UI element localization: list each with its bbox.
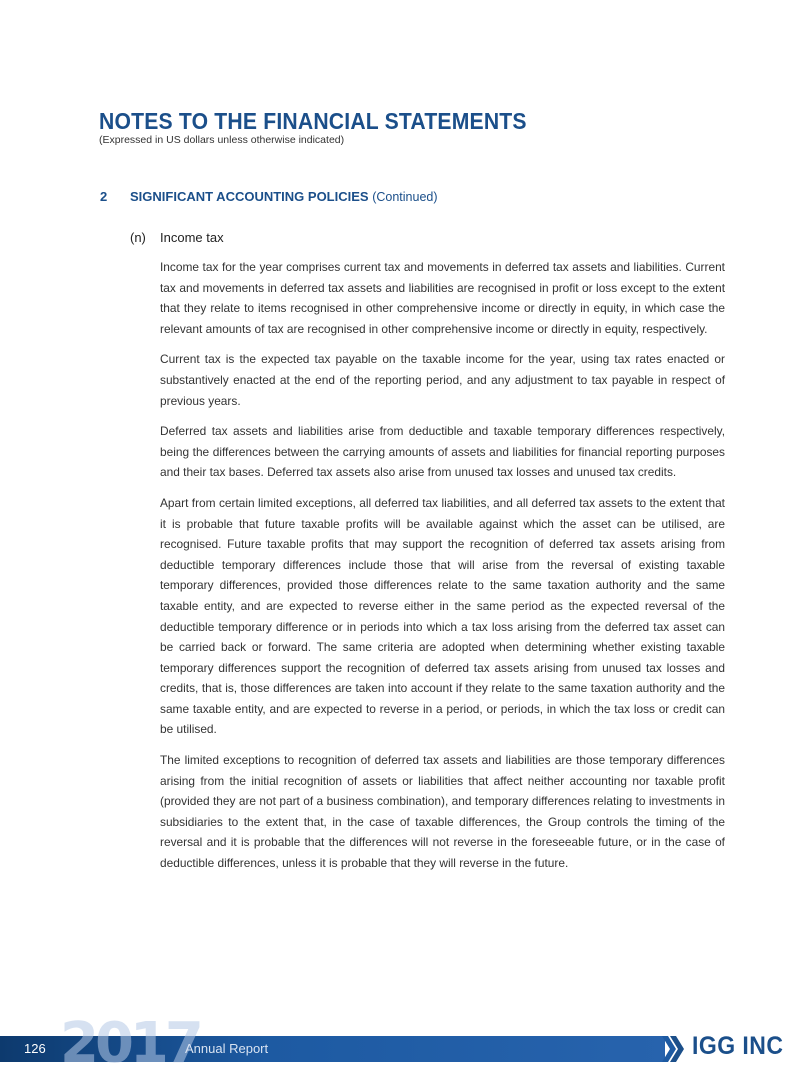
footer-year: 2017 (60, 1011, 200, 1076)
page-subtitle: (Expressed in US dollars unless otherwise indicated) (99, 134, 345, 146)
double-chevron-right-icon (662, 1034, 684, 1064)
subsection-label: (n) (130, 230, 146, 245)
paragraph: Income tax for the year comprises current tax and movements in deferred tax assets and liabilities. Current tax and movements in deferred tax assets and liabilities are recognised in profit or loss except to the extent that they relate to items recognised in other comprehensive income or directly in equity, in which case the relevant amounts of tax are recognised in other comprehensive income or directly in equity, respectively. (160, 260, 725, 336)
footer-report-label: Annual Report (185, 1041, 269, 1056)
paragraph: Deferred tax assets and liabilities arise from deductible and taxable temporary differences respectively, being the differences between the carrying amounts of assets and liabilities for financial reporting purposes and their tax bases. Deferred tax assets also arise from unused tax losses and unused tax credits. (160, 424, 725, 480)
section-title-line (130, 189, 438, 204)
section-continued: (Continued) (372, 190, 438, 204)
body-text (160, 257, 725, 884)
page-title: NOTES TO THE FINANCIAL STATEMENTS (99, 108, 527, 134)
page-footer (0, 1011, 800, 1076)
brand-logo: IGG INC (692, 1032, 784, 1060)
section-number: 2 (100, 189, 108, 204)
page-header (99, 108, 564, 147)
paragraph: Current tax is the expected tax payable on the taxable income for the year, using tax rates enacted or substantively enacted at the end of the reporting period, and any adjustment to tax payable in respect of previous years. (160, 352, 725, 408)
page-number: 126 (24, 1041, 46, 1056)
paragraph: Apart from certain limited exceptions, all deferred tax liabilities, and all deferred tax assets to the extent that it is probable that future taxable profits will be available against which the asset can be utilised, are recognised. Future taxable profits that may support the recognition of deferred tax assets arising from deductible temporary differences include those that will arise from the reversal of existing taxable temporary differences, provided those differences relate to the same taxation authority and the same taxable entity, and are expected to reverse either in the same period as the expected reversal of the deductible temporary difference or in periods into which a tax loss arising from the deferred tax asset can be carried back or forward. The same criteria are adopted when determining whether existing taxable temporary differences support the recognition of deferred tax assets arising from unused tax losses and credits, that is, those differences are taken into account if they relate to the same taxation authority and the same taxable entity, and are expected to reverse in a period, or periods, in which the tax loss or credit can be utilised. (160, 495, 725, 737)
section-title: SIGNIFICANT ACCOUNTING POLICIES (130, 189, 369, 204)
subsection-title: Income tax (160, 230, 224, 245)
paragraph: The limited exceptions to recognition of deferred tax assets and liabilities are those temporary differences arising from the initial recognition of assets or liabilities that affect neither accounting nor taxable profit (provided they are not part of a business combination), and temporary differences relating to investments in subsidiaries to the extent that, in the case of taxable differences, the Group controls the timing of the reversal and it is probable that the differences will not reverse in the foreseeable future, or in the case of deductible differences, unless it is probable that they will reverse in the future. (160, 753, 725, 871)
